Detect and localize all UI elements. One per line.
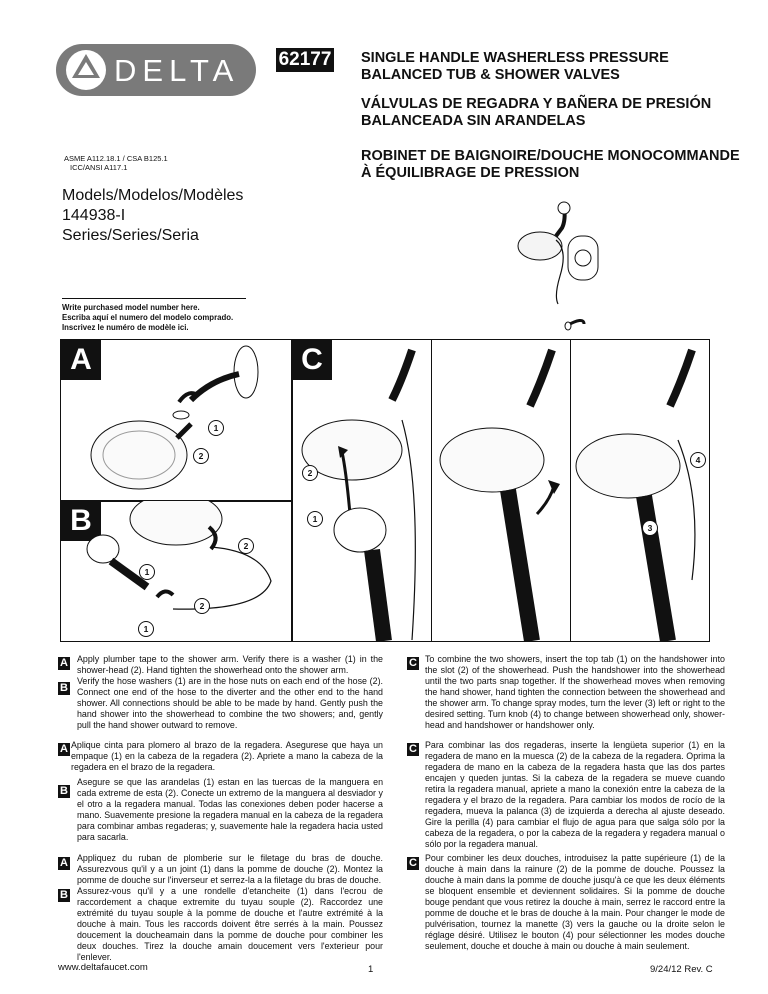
page-number: 1 — [368, 964, 374, 975]
model-write-box[interactable] — [62, 298, 246, 333]
instruction-es-b: Asegure se que las arandelas (1) estan en las tuercas de la manguera en cada extreme de esta (2). Conecte un extremo de la manguera al desviador y el otro a la regadera manual. Todas las conexiones deben poder hacerse a mano. Suavemente presione la regadera manual en la cabeza de la regadera para combinar ambas regaderas; y, suavemente hale la regadera hacia usted para sacarla. — [77, 777, 383, 842]
standard-line: ASME A112.18.1 / CSA B125.1 — [64, 154, 168, 163]
step-b-badge: B — [58, 889, 70, 902]
callout-2: 2 — [193, 448, 209, 464]
callout-1: 1 — [139, 564, 155, 580]
callout-1: 1 — [138, 621, 154, 637]
step-c-badge: C — [407, 657, 419, 670]
title-line: À ÉQUILIBRAGE DE PRESSION — [361, 165, 580, 181]
title-line: SINGLE HANDLE WASHERLESS PRESSURE — [361, 50, 669, 66]
title-spanish — [361, 96, 751, 130]
date-revision: 9/24/12 Rev. C — [650, 964, 713, 975]
callout-2: 2 — [194, 598, 210, 614]
standard-line: ICC/ANSI A117.1 — [70, 163, 128, 172]
standards — [64, 154, 168, 172]
figure-a — [60, 339, 293, 502]
write-box-line: Escriba aquí el numero del modelo comprado. — [62, 313, 234, 322]
instruction-es-a: Aplique cinta para plomero al brazo de la regadera. Asegurese que haya un empaque (1) en la cabeza de la regadera (2). Apriete a mano la cabeza de la regadera en el brazo de la regadera. — [71, 740, 383, 772]
figure-b-letter: B — [61, 501, 101, 541]
figure-b-drawing — [61, 501, 292, 641]
figure-a-letter: A — [61, 340, 101, 380]
figure-b — [60, 500, 293, 642]
title-line: BALANCED TUB & SHOWER VALVES — [361, 67, 620, 83]
callout-4: 4 — [690, 452, 706, 468]
step-c-badge: C — [407, 857, 419, 870]
models-label: Models/Modelos/Modèles — [62, 187, 244, 204]
callout-3: 3 — [642, 520, 658, 536]
instruction-en-b: Verify the hose washers (1) are in the hose nuts on each end of the hose (2). Connect one end of the hose to the diverter and the other end to the hand shower. All connections should be able to be made by hand. Gently push the hand shower into the showerhead to combine the two showers; and, gently pull the hand shower outward to remove. — [77, 676, 383, 730]
instruction-en-a: Apply plumber tape to the shower arm. Verify there is a washer (1) in the shower-head (2). Hand tighten the showerhead onto the shower arm. — [77, 654, 383, 675]
title-english — [361, 50, 751, 84]
figure-c-drawing — [292, 340, 709, 641]
model-number-badge: 62177 — [276, 48, 334, 72]
instruction-fr-b: Assurez-vous qu'il y a une rondelle d'etancheite (1) dans l'ecrou de raccordement a chaque extremite du tuyau souple (2). Raccordez une extrémité du tuyau souple à la pomme de douche et l'autre extrémité à la douche à main. Tous les raccords doivent être serrés à la main. Poussez doucement la doucheamain dans la pomme de douche pour combiner les deux douches. Tirez la douche amain doucement vers l'exterieur pour l'enlever. — [77, 886, 383, 962]
callout-2: 2 — [302, 465, 318, 481]
series-label: Series/Series/Seria — [62, 227, 199, 244]
step-b-badge: B — [58, 682, 70, 695]
write-box-line: Inscrivez le numéro de modèle ici. — [62, 323, 189, 332]
step-a-badge: A — [58, 743, 70, 756]
instruction-fr-a: Appliquez du ruban de plomberie sur le filetage du bras de douche. Assurezvous qu'il y a un joint (1) dans la pomme de douche (2). Montez la pomme de douche sur l'inverseur et serrez-la a la filetage du bras de douche. — [77, 853, 383, 885]
write-box-line: Write purchased model number here. — [62, 303, 200, 312]
instruction-es-c: Para combinar las dos regaderas, inserte la lengüeta superior (1) en la regadera de mano en la muesca (2) de la cabeza de la regadera. Oprima la regadera de mano en la cabeza de la regadera hasta que las dos partes encajen y queden juntas. Si la cabeza de la regadera se mueve cuando retira la regadera manual, apriete a mano la conexión entre la cabeza de la regadera y el brazo de la regadera. Para cambiar los modos de rocío de la regadera, mueva la palanca (3) de izquierda a derecha al ajuste deseado. Gire la perilla (4) para cambiar el flujo de agua para que salga sólo por la cabeza de la regadera, o por la cabeza de la regadera y regadera manual o sólo por la regadera manual. — [425, 740, 725, 849]
callout-1: 1 — [307, 511, 323, 527]
step-c-badge: C — [407, 743, 419, 756]
figure-c — [291, 339, 710, 642]
product-illustration — [506, 200, 646, 350]
delta-logo — [56, 40, 256, 100]
title-line: ROBINET DE BAIGNOIRE/DOUCHE MONOCOMMANDE — [361, 148, 740, 164]
title-french — [361, 148, 751, 182]
models-block — [62, 186, 243, 246]
model-id: 144938-I — [62, 207, 126, 224]
step-a-badge: A — [58, 857, 70, 870]
title-line: VÁLVULAS DE REGADRA Y BAÑERA DE PRESIÓN — [361, 96, 712, 112]
figure-a-drawing — [61, 340, 292, 501]
brand-wordmark: DELTA — [114, 53, 240, 88]
step-a-badge: A — [58, 657, 70, 670]
callout-2: 2 — [238, 538, 254, 554]
callout-1: 1 — [208, 420, 224, 436]
website-link[interactable]: www.deltafaucet.com — [58, 962, 148, 973]
instruction-en-c: To combine the two showers, insert the top tab (1) on the handshower into the slot (2) of the showerhead. Push the handshower into the showerhead until the two parts snap together. If the showerhead moves when removing the hand shower, hand tighten the connection between the showerhead and the shower arm. To change spray modes, turn the lever (3) left or right to the desired setting. Turn knob (4) to change between showerhead only, shower-head and handshower or handshower only. — [425, 654, 725, 730]
figure-c-letter: C — [292, 340, 332, 380]
title-line: BALANCEADA SIN ARANDELAS — [361, 113, 586, 129]
step-b-badge: B — [58, 785, 70, 798]
instruction-fr-c: Pour combiner les deux douches, introduisez la patte supérieure (1) de la douche à main dans la rainure (2) de la pomme de douche. Poussez la douche à main dans la pomme de douche jusqu'à ce que les deux éléments se bloquent ensemble et deviennent solidaires. Si la pomme de douche bouge pendant que vous retirez la douche à main, serrez le raccord entre la pomme de douche et le bras de douche à la main. Pour changer le mode de pulvérisation, tournez la manette (3) vers la gauche ou la droite selon le réglage désiré. Utilisez le bouton (4) pour sélectionner les modes douche seulement, douche et douche à main ou douche à main seulement. — [425, 853, 725, 951]
